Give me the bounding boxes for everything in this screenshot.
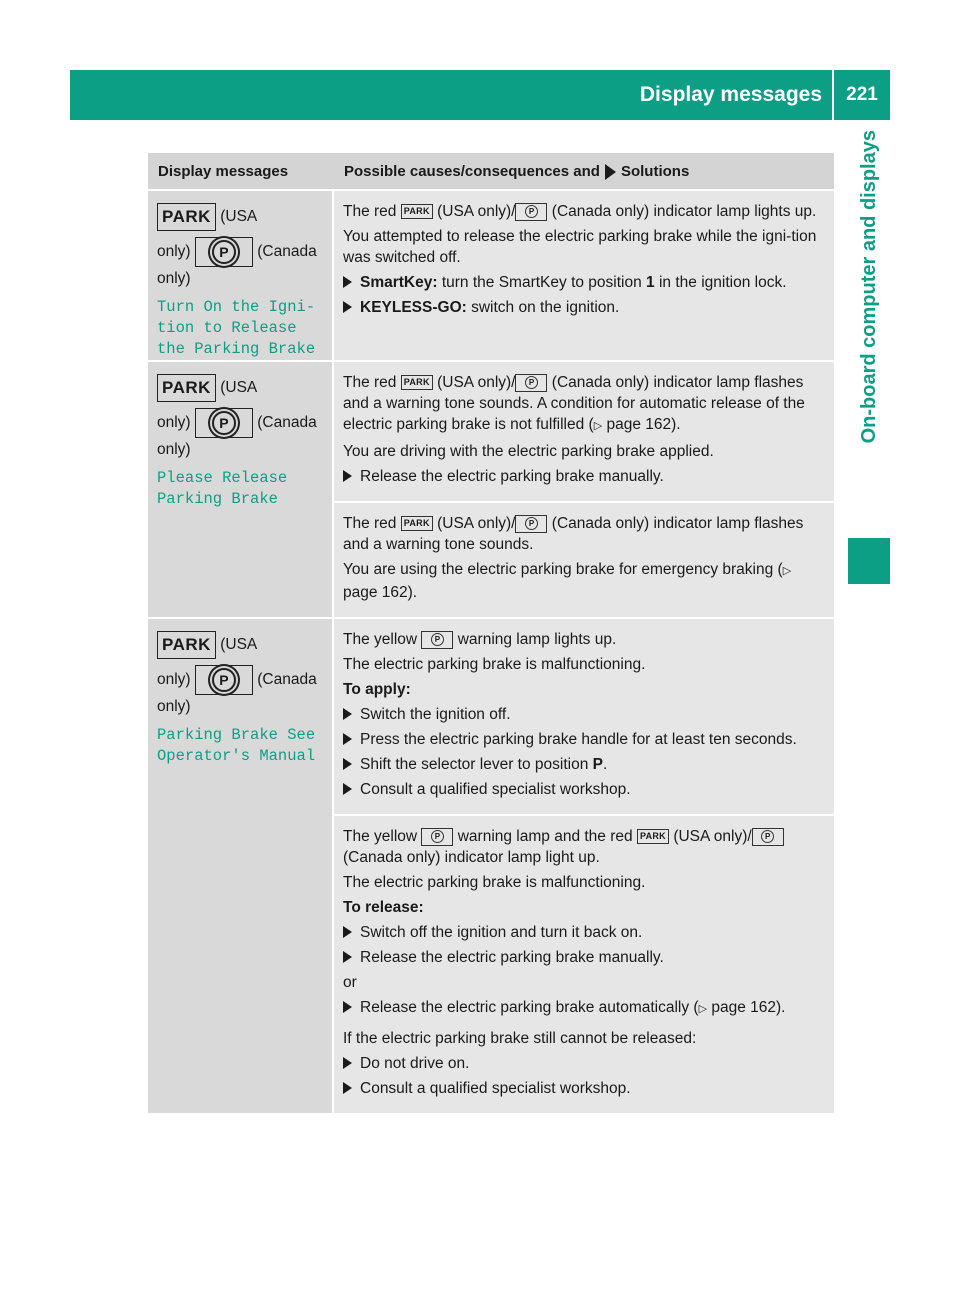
parking-brake-icon: P [515,203,547,221]
usa-label: (USA [220,636,258,654]
chapter-tab-label: On-board computer and displays [858,130,880,444]
page-ref-icon: ▷ [698,1003,708,1015]
park-icon: PARK [401,375,433,390]
solutions-cell [334,362,834,617]
canada-label: (Canada [257,671,317,689]
solution-block [334,501,834,617]
table-header [148,153,834,189]
solution-block [334,191,834,332]
parking-brake-icon: P [515,374,547,392]
paragraph: The red PARK (USA only)/ P (Canada only) indicator lamp flashes and a warning tone sounds. A condition for automatic release of the electric parking brake is not fulfilled (▷ page 162). [343,374,805,433]
parking-brake-icon: P [195,665,253,695]
paragraph: The electric parking brake is malfunctioning. [343,656,646,673]
page-header [70,70,890,120]
paragraph: The yellow P warning lamp lights up. [343,631,617,648]
step-arrow-icon [343,733,352,745]
canada-only-label: only) [157,698,191,715]
arrow-icon [605,164,616,180]
table-row [148,617,834,1113]
message-cell [148,362,334,617]
step-arrow-icon [343,708,352,720]
list-item: Press the electric parking brake handle for at least ten seconds. [343,729,826,750]
apply-label: To apply: [343,681,411,698]
list-item: Switch the ignition off. [343,704,826,725]
parking-brake-icon: P [421,828,453,846]
chapter-marker [848,538,890,584]
col-display-messages: Display messages [158,163,289,180]
canada-only-label: only) [157,441,191,458]
display-messages-table [148,153,834,1113]
parking-brake-icon: P [195,408,253,438]
list-item: Do not drive on. [343,1053,826,1074]
paragraph: If the electric parking brake still cannot be released: [343,1030,697,1047]
list-item: Consult a qualified specialist workshop. [343,779,826,800]
table-row [148,189,834,360]
park-icon: PARK [401,516,433,531]
park-icon: PARK [157,203,216,231]
paragraph: The red PARK (USA only)/ P (Canada only) indicator lamp lights up. [343,203,817,220]
parking-brake-icon: P [421,631,453,649]
paragraph: The electric parking brake is malfunctioning. [343,874,646,891]
page-number: 221 [846,84,878,105]
table-row [148,360,834,617]
usa-only-label: only) [157,243,191,261]
list-item: KEYLESS-GO: switch on the ignition. [343,297,826,318]
section-title: Display messages [639,83,822,106]
step-arrow-icon [343,301,352,313]
usa-only-label: only) [157,414,191,432]
or-label: or [343,974,357,991]
chapter-tab [848,130,890,580]
message-cell [148,619,334,1113]
step-arrow-icon [343,1001,352,1013]
message-cell [148,191,334,360]
step-arrow-icon [343,1057,352,1069]
park-icon: PARK [157,631,216,659]
solutions-cell [334,619,834,1113]
solution-block [334,814,834,1113]
park-icon: PARK [157,374,216,402]
list-item: Shift the selector lever to position P. [343,754,826,775]
park-icon: PARK [401,204,433,219]
parking-brake-icon: P [752,828,784,846]
paragraph: The yellow P warning lamp and the red PARK (USA only)/ P (Canada only) indicator lamp light up. [343,826,826,868]
list-item: Release the electric parking brake automatically (▷ page 162). [343,997,826,1020]
col2-prefix: Possible causes/consequences and [344,163,600,180]
solution-block [334,619,834,814]
step-arrow-icon [343,1082,352,1094]
col-causes-solutions [334,153,834,189]
solution-block [334,362,834,501]
step-arrow-icon [343,926,352,938]
col2-suffix: Solutions [620,163,690,180]
step-arrow-icon [343,758,352,770]
canada-only-label: only) [157,270,191,287]
usa-label: (USA [220,208,258,226]
list-item: Release the electric parking brake manually. [343,466,826,487]
park-icon: PARK [637,829,669,844]
parking-brake-icon: P [515,515,547,533]
page-ref-icon: ▷ [782,565,792,577]
step-arrow-icon [343,470,352,482]
paragraph: You are using the electric parking brake for emergency braking (▷ page 162). [343,561,792,601]
release-label: To release: [343,899,424,916]
canada-label: (Canada [257,243,317,261]
page-ref-icon: ▷ [593,420,603,432]
display-message-text: Turn On the Igni‐ tion to Release the Parking Brake [157,298,316,358]
display-message-text: Please Release Parking Brake [157,469,288,508]
list-item: SmartKey: turn the SmartKey to position 1 in the ignition lock. [343,272,826,293]
paragraph: The red PARK (USA only)/ P (Canada only) indicator lamp flashes and a warning tone sounds. [343,515,804,553]
paragraph: You attempted to release the electric parking brake while the igni-tion was switched off. [343,228,817,266]
step-arrow-icon [343,276,352,288]
step-arrow-icon [343,783,352,795]
usa-only-label: only) [157,671,191,689]
parking-brake-icon: P [195,237,253,267]
step-arrow-icon [343,951,352,963]
display-message-text: Parking Brake See Operator's Manual [157,726,316,765]
paragraph: You are driving with the electric parking brake applied. [343,443,714,460]
list-item: Switch off the ignition and turn it back on. [343,922,826,943]
solutions-cell [334,191,834,360]
usa-label: (USA [220,379,258,397]
list-item: Consult a qualified specialist workshop. [343,1078,826,1099]
list-item: Release the electric parking brake manually. [343,947,826,968]
canada-label: (Canada [257,414,317,432]
